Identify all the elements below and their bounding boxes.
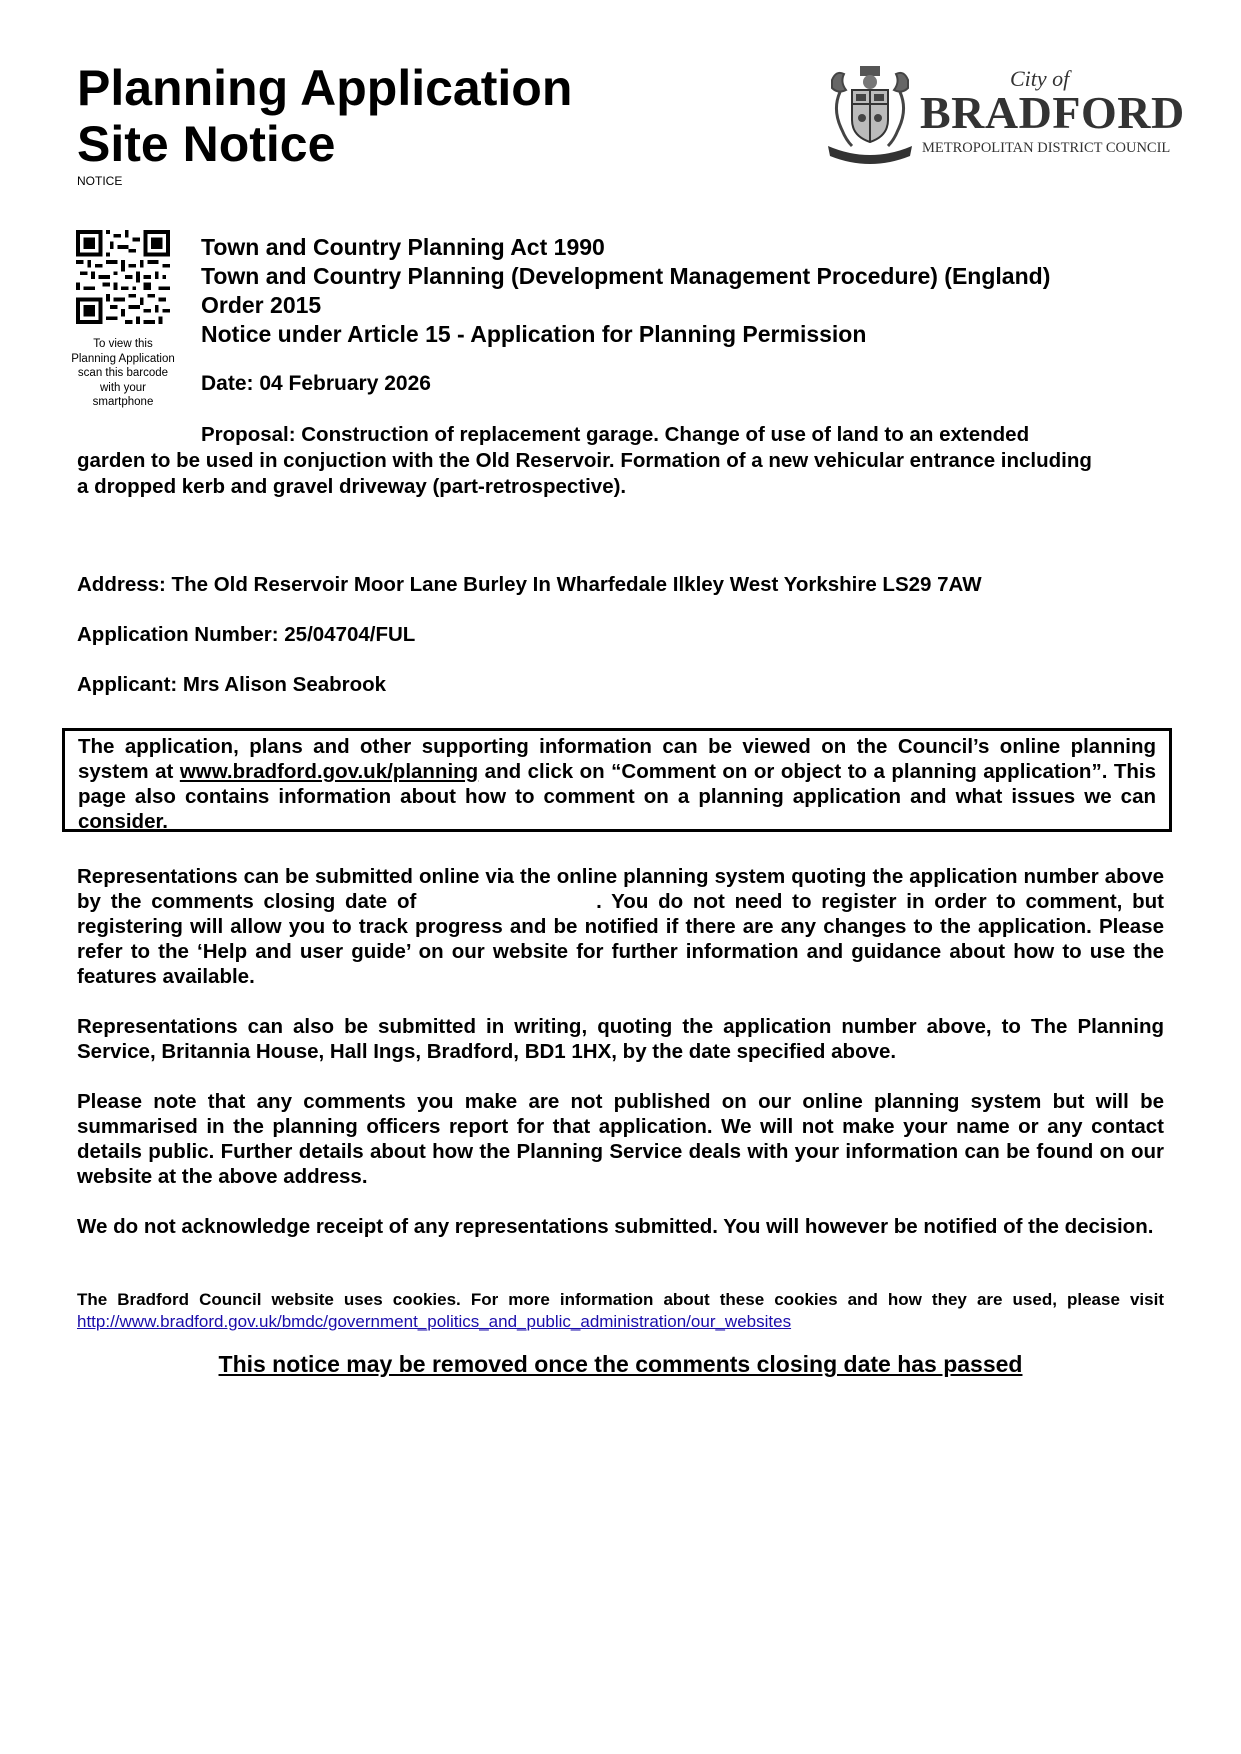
title-line-2: Site Notice [77,116,336,172]
applicant-name: Applicant: Mrs Alison Seabrook [77,673,387,696]
representations-paragraph [77,864,1164,989]
info-text-after: and click on “Comment on or object to a planning application”. This page also contains information about how to comment on a planning application and what issues we can consider. [78,760,1157,833]
logo-council: METROPOLITAN DISTRICT COUNCIL [922,140,1171,156]
title-line-1: Planning Application [77,60,573,116]
acknowledge-paragraph: We do not acknowledge receipt of any representations submitted. You will however be notified of the decision. [77,1215,1154,1238]
cookies-link[interactable]: http://www.bradford.gov.uk/bmdc/government_politics_and_public_administration/our_websites [77,1312,792,1331]
application-number: Application Number: 25/04704/FUL [77,623,416,646]
representations-text-after: . You do not need to register in order to comment, but registering will allow you to track progress and be notified if there are any changes to the application. Please refer to the ‘Help and user guide’ on our website for further information and guidance about how to use the features available. [77,890,1164,988]
privacy-paragraph: Please note that any comments you make are not published on our online planning system but will be summarised in the planning officers report for that application. We will not make your name or any contact details public. Further details about how the Planning Service deals with your information can be found on our website at the above address. [77,1090,1164,1188]
planning-website-link[interactable]: www.bradford.gov.uk/planning [179,760,479,783]
notice-date: Date: 04 February 2026 [201,372,431,395]
bradford-council-logo [822,60,1185,164]
notice-label: NOTICE [77,174,123,188]
cookies-text: The Bradford Council website uses cookies. For more information about these cookies and how they are used, please visit [77,1290,1164,1309]
removal-notice: This notice may be removed once the comments closing date has passed [218,1351,1023,1377]
proposal-text: Proposal: Construction of replacement garage. Change of use of land to an extended garden to be used in conjuction with the Old Reservoir. Formation of a new vehicular entrance including a dropped kerb and gravel driveway (part-retrospective). [77,423,1092,498]
act-line-3: Order 2015 [201,292,322,318]
representations-text-before: Representations can be submitted online via the online planning system quoting the application number above by the comments closing date of [77,865,1164,913]
legislation-heading [201,233,1050,349]
logo-city-of: City of [1010,66,1070,91]
address-text: Address: The Old Reservoir Moor Lane Burley In Wharfedale Ilkley West Yorkshire LS29 7AW [77,573,982,596]
cookies-paragraph [77,1289,1164,1333]
online-info-box [62,728,1172,832]
qr-caption: To view this Planning Application scan this barcode with your smartphone [71,338,175,408]
act-line-4: Notice under Article 15 - Application for Planning Permission [201,321,867,347]
act-line-2: Town and Country Planning (Development Management Procedure) (England) [201,263,1051,289]
logo-bradford: BRADFORD [920,87,1185,138]
act-line-1: Town and Country Planning Act 1990 [201,234,605,260]
writing-paragraph: Representations can also be submitted in writing, quoting the application number above, to The Planning Service, Britannia House, Hall Ings, Bradford, BD1 1HX, by the date specified above. [77,1015,1164,1063]
info-text-before: The application, plans and other supporting information can be viewed on the Council’s online planning system at [78,735,1156,783]
qr-code-icon[interactable] [76,230,170,324]
page-title [77,60,572,172]
coat-of-arms-icon [822,60,918,164]
